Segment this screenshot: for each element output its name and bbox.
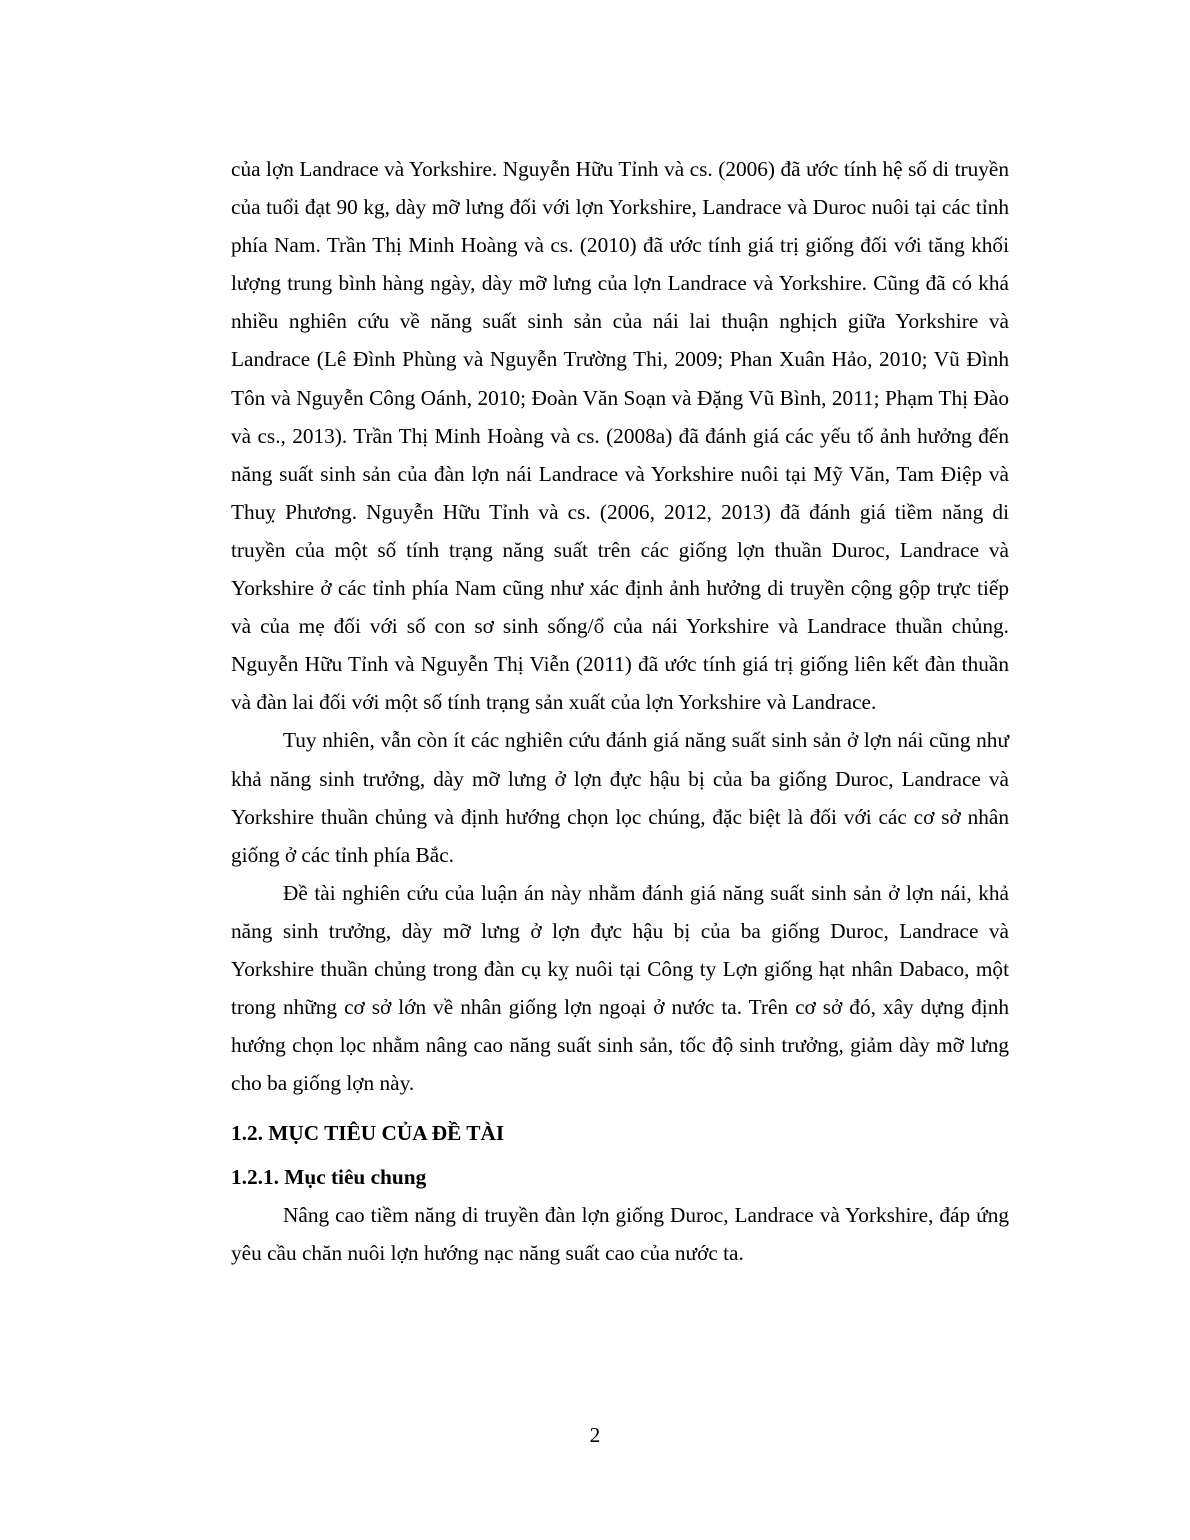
paragraph-research-gap: Tuy nhiên, vẫn còn ít các nghiên cứu đánh giá năng suất sinh sản ở lợn nái cũng như khả năng sinh trưởng, dày mỡ lưng ở lợn đực hậu bị của ba giống Duroc, Landrace và Yorkshire thuần chủng và định hướng chọn lọc chúng, đặc biệt là đối với các cơ sở nhân giống ở các tỉnh phía Bắc. xyxy=(231,728,1009,867)
paragraph-literature-review: của lợn Landrace và Yorkshire. Nguyễn Hữu Tỉnh và cs. (2006) đã ước tính hệ số di truyền của tuổi đạt 90 kg, dày mỡ lưng đối với lợn Yorkshire, Landrace và Duroc nuôi tại các tỉnh phía Nam. Trần Thị Minh Hoàng và cs. (2010) đã ước tính giá trị giống đối với tăng khối lượng trung bình hàng ngày, dày mỡ lưng của lợn Landrace và Yorkshire. Cũng đã có khá nhiều nghiên cứu về năng suất sinh sản của nái lai thuận nghịch giữa Yorkshire và Landrace (Lê Đình Phùng và Nguyễn Trường Thi, 2009; Phan Xuân Hảo, 2010; Vũ Đình Tôn và Nguyễn Công Oánh, 2010; Đoàn Văn Soạn và Đặng Vũ Bình, 2011; Phạm Thị Đào và cs., 2013). Trần Thị Minh Hoàng và cs. (2008a) đã đánh giá các yếu tố ảnh hưởng đến năng suất sinh sản của đàn lợn nái Landrace và Yorkshire nuôi tại Mỹ Văn, Tam Điệp và Thuỵ Phương. Nguyễn Hữu Tỉnh và cs. (2006, 2012, 2013) đã đánh giá tiềm năng di truyền của một số tính trạng năng suất trên các giống lợn thuần Duroc, Landrace và Yorkshire ở các tỉnh phía Nam cũng như xác định ảnh hưởng di truyền cộng gộp trực tiếp và của mẹ đối với số con sơ sinh sống/ổ của nái Yorkshire và Landrace thuần chủng. Nguyễn Hữu Tỉnh và Nguyễn Thị Viễn (2011) đã ước tính giá trị giống liên kết đàn thuần và đàn lai đối với một số tính trạng sản xuất của lợn Yorkshire và Landrace. xyxy=(231,157,1009,715)
section-heading-objectives: 1.2. MỤC TIÊU CỦA ĐỀ TÀI xyxy=(231,1121,505,1146)
paragraph-general-objective: Nâng cao tiềm năng di truyền đàn lợn giống Duroc, Landrace và Yorkshire, đáp ứng yêu cầu chăn nuôi lợn hướng nạc năng suất cao của nước ta. xyxy=(231,1203,1009,1266)
subsection-heading-general-objective: 1.2.1. Mục tiêu chung xyxy=(231,1165,427,1190)
page-number: 2 xyxy=(589,1423,601,1447)
paragraph-thesis-aim: Đề tài nghiên cứu của luận án này nhằm đánh giá năng suất sinh sản ở lợn nái, khả năng sinh trưởng, dày mỡ lưng ở lợn đực hậu bị của ba giống Duroc, Landrace và Yorkshire thuần chủng trong đàn cụ kỵ nuôi tại Công ty Lợn giống hạt nhân Dabaco, một trong những cơ sở lớn về nhân giống lợn ngoại ở nước ta. Trên cơ sở đó, xây dựng định hướng chọn lọc nhằm nâng cao năng suất sinh sản, tốc độ sinh trưởng, giảm dày mỡ lưng cho ba giống lợn này. xyxy=(231,880,1009,1096)
document-body xyxy=(231,150,1009,1273)
